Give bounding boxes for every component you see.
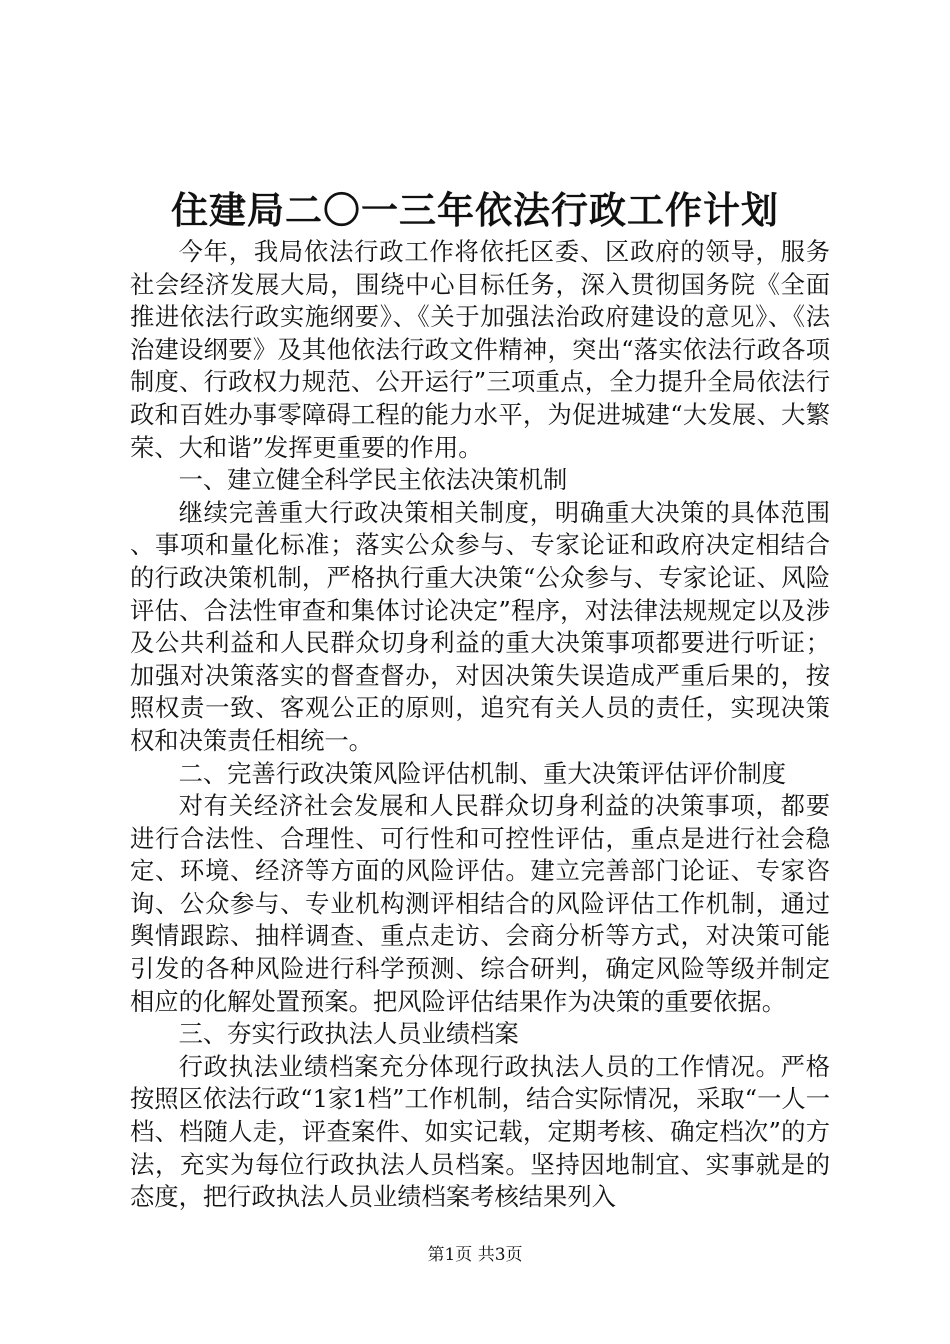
section-1-paragraph: 继续完善重大行政决策相关制度，明确重大决策的具体范围、事项和量化标准；落实公众参与、专家论证和政府决定相结合的行政决策机制，严格执行重大决策“公众参与、专家论证、风险评估、合法性审查和集体讨论决定”程序，对法律法规规定以及涉及公共利益和人民群众切身利益的重大决策事项都要进行听证；加强对决策落实的督查督办，对因决策失误造成严重后果的，按照权责一致、客观公正的原则，追究有关人员的责任，实现决策权和决策责任相统一。 xyxy=(130,497,830,755)
section-heading-1: 一、建立健全科学民主依法决策机制 xyxy=(178,465,568,495)
section-heading-2: 二、完善行政决策风险评估机制、重大决策评估评价制度 xyxy=(178,758,787,788)
document-title: 住建局二〇一三年依法行政工作计划 xyxy=(171,188,779,232)
section-2-paragraph: 对有关经济社会发展和人民群众切身利益的决策事项，都要进行合法性、合理性、可行性和可控性评估，重点是进行社会稳定、环境、经济等方面的风险评估。建立完善部门论证、专家咨询、公众参与、专业机构测评相结合的风险评估工作机制，通过舆情跟踪、抽样调查、重点走访、会商分析等方式，对决策可能引发的各种风险进行科学预测、综合研判，确定风险等级并制定相应的化解处置预案。把风险评估结果作为决策的重要依据。 xyxy=(130,791,830,1016)
section-3-paragraph: 行政执法业绩档案充分体现行政执法人员的工作情况。严格按照区依法行政“1家1档”工作机制，结合实际情况，采取“一人一档、档随人走，评查案件、如实记载，定期考核、确定档次”的方法，充实为每位行政执法人员档案。坚持因地制宜、实事就是的态度，把行政执法人员业绩档案考核结果列入 xyxy=(130,1051,830,1212)
page-number-footer: 第1页 共3页 xyxy=(427,1245,523,1265)
document-body xyxy=(130,236,830,1214)
intro-paragraph: 今年，我局依法行政工作将依托区委、区政府的领导，服务社会经济发展大局，围绕中心目标任务，深入贯彻国务院《全面推进依法行政实施纲要》、《关于加强法治政府建设的意见》、《法治建设纲要》及其他依法行政文件精神，突出“落实依法行政各项制度、行政权力规范、公开运行”三项重点，全力提升全局依法行政和百姓办事零障碍工程的能力水平，为促进城建“大发展、大繁荣、大和谐”发挥更重要的作用。 xyxy=(130,237,830,462)
section-heading-3: 三、夯实行政执法人员业绩档案 xyxy=(178,1019,519,1049)
